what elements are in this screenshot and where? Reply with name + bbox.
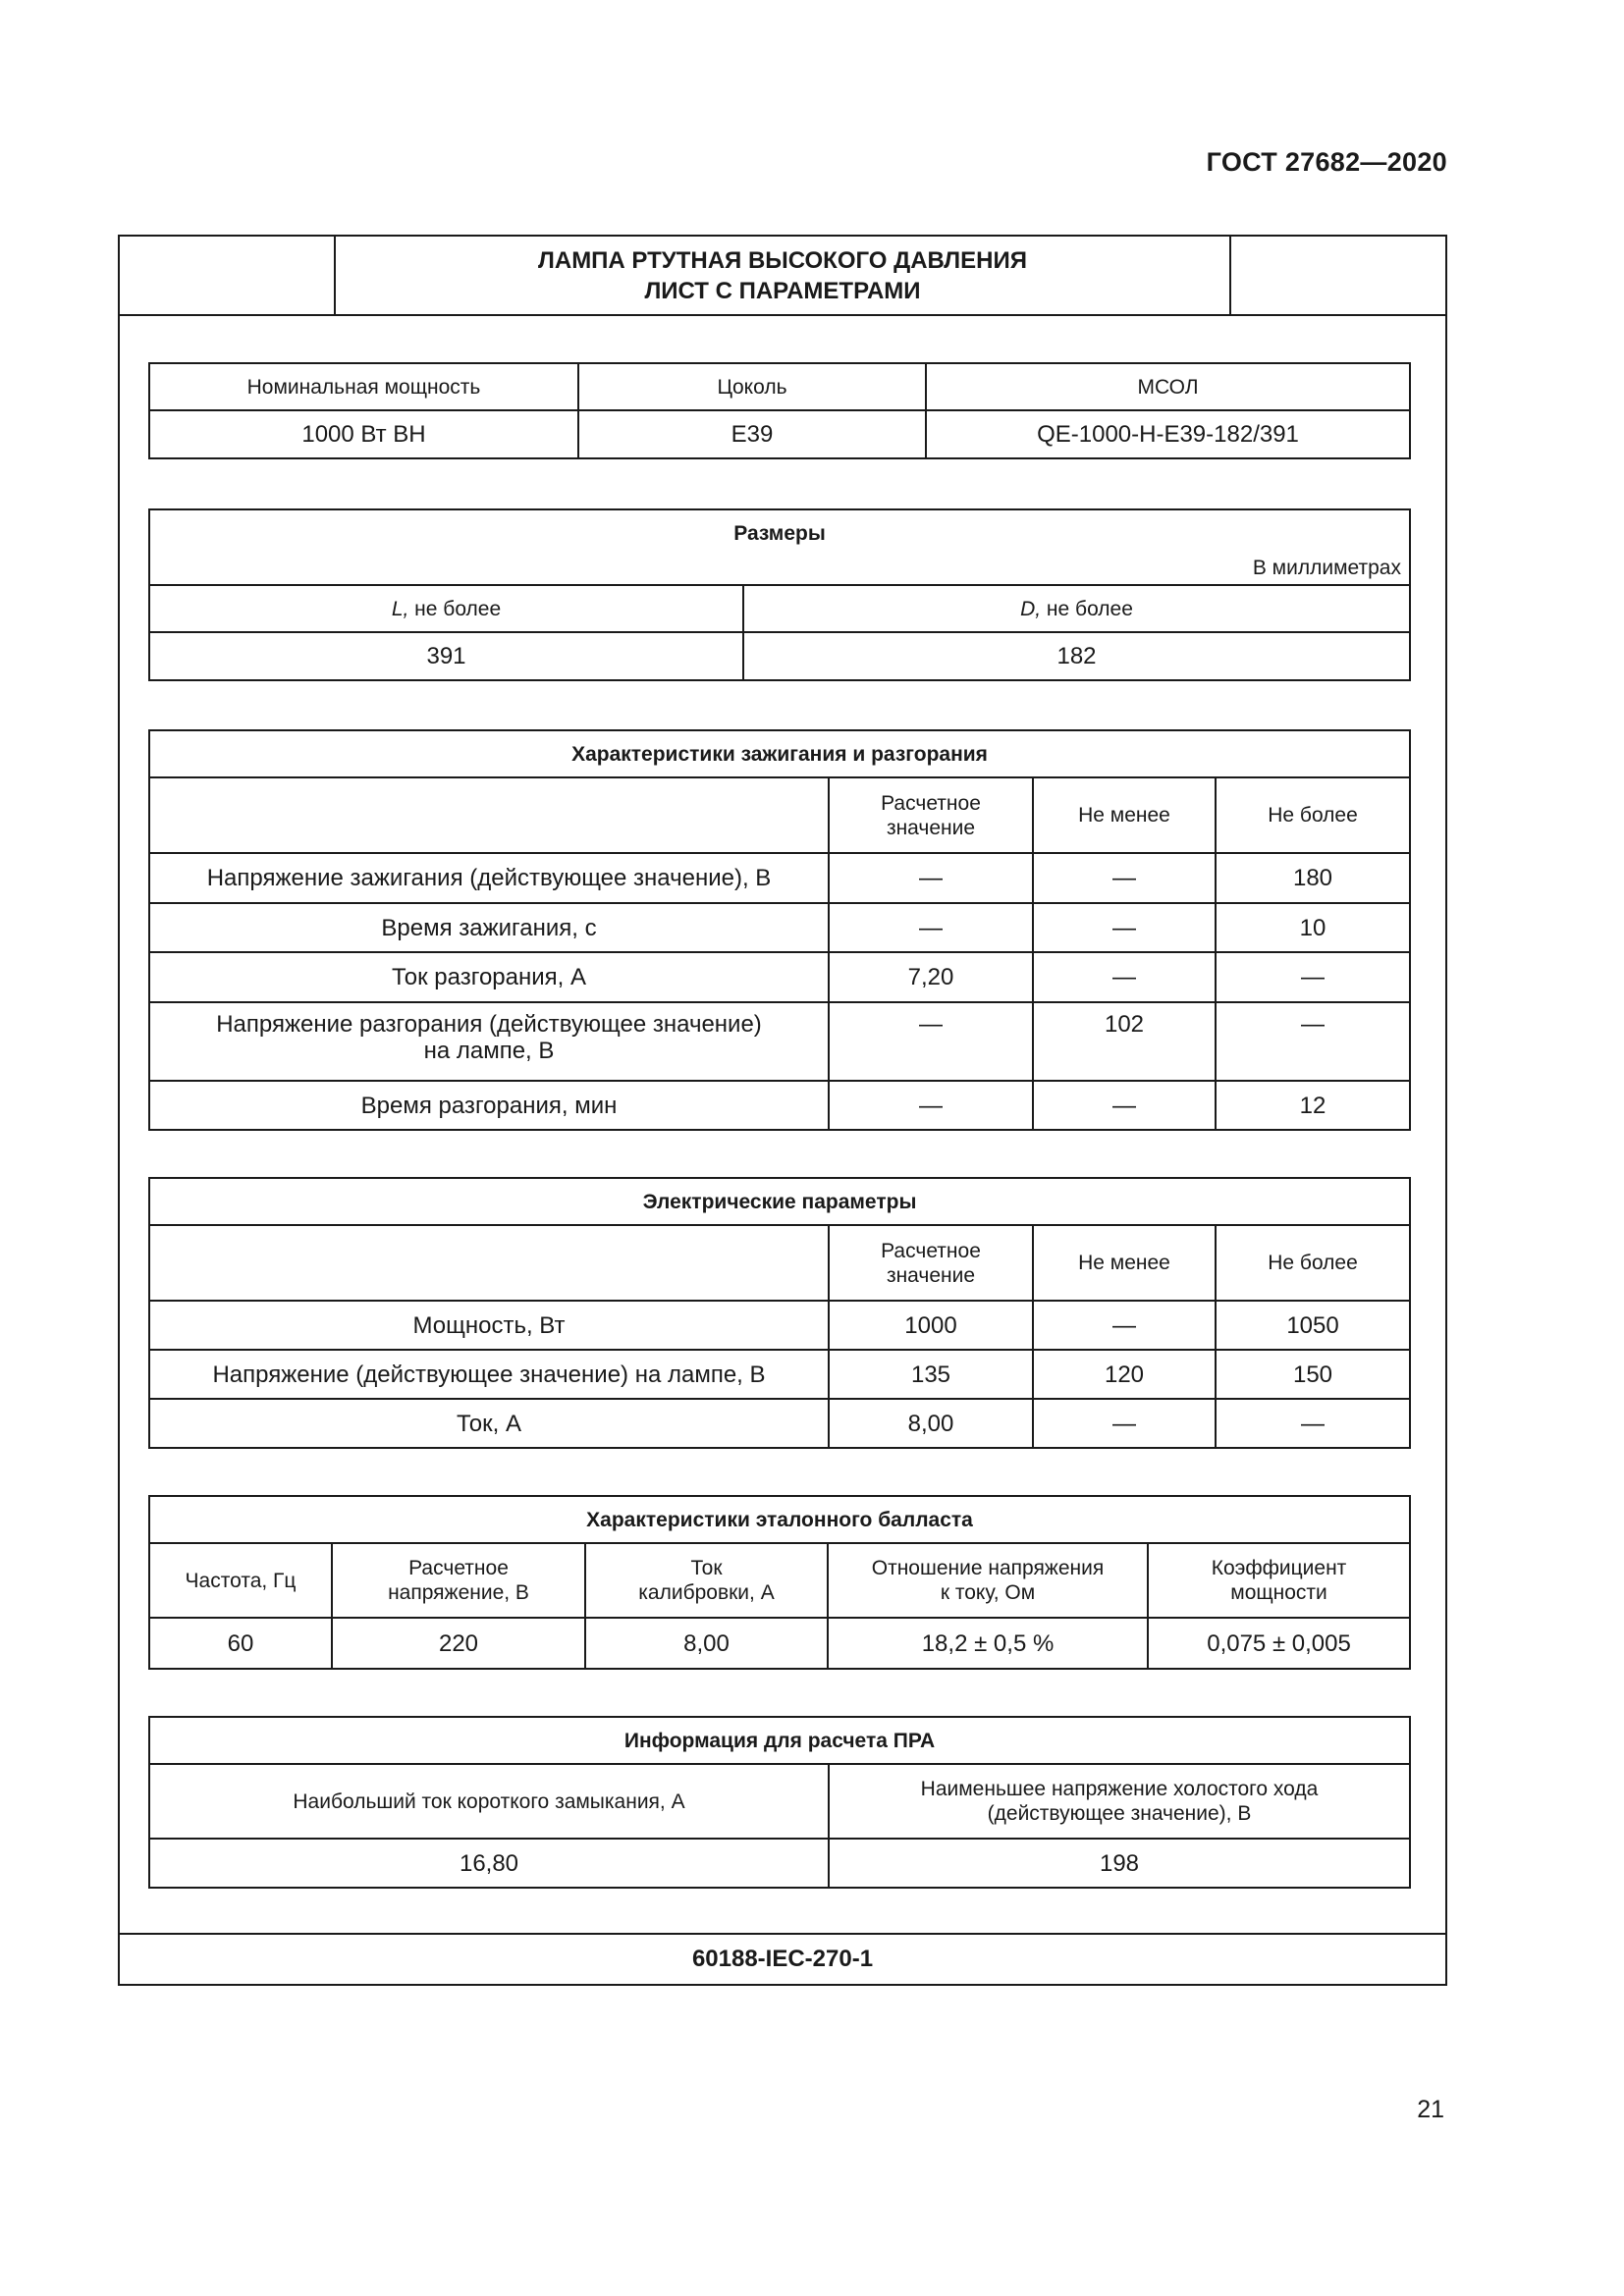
- header-open-circuit-voltage: [829, 1764, 1410, 1839]
- cell-rated: —: [829, 1081, 1033, 1130]
- table-row: [149, 410, 1410, 458]
- cell-min: 120: [1033, 1350, 1216, 1399]
- cell-max: 150: [1216, 1350, 1410, 1399]
- header-rated: Расчетное значение: [829, 777, 1033, 853]
- ballast-calc-table: [148, 1716, 1411, 1889]
- header-calibration-current: [585, 1543, 828, 1618]
- sheet-title-line2: ЛИСТ С ПАРАМЕТРАМИ: [644, 277, 921, 304]
- cell-max: —: [1216, 1002, 1410, 1081]
- cell-rated: 8,00: [829, 1399, 1033, 1448]
- document-code: ГОСТ 27682—2020: [1206, 147, 1447, 177]
- diameter-symbol: D,: [1020, 597, 1042, 620]
- electrical-caption: Электрические параметры: [149, 1178, 1410, 1225]
- length-symbol: L,: [391, 597, 409, 620]
- table-row: [149, 1399, 1410, 1448]
- row-label: Ток, А: [149, 1399, 829, 1448]
- page-number: 21: [1417, 2096, 1444, 2123]
- cell-max: 12: [1216, 1081, 1410, 1130]
- cell-max: —: [1216, 1399, 1410, 1448]
- cell-rated: —: [829, 1002, 1033, 1081]
- table-row: [149, 509, 1410, 585]
- table-row: [149, 1350, 1410, 1399]
- header-max: Не более: [1216, 1225, 1410, 1301]
- header-line2: мощности: [1230, 1581, 1327, 1604]
- header-diameter: [743, 585, 1410, 632]
- row-label: Время зажигания, с: [149, 903, 829, 952]
- cell-max: 10: [1216, 903, 1410, 952]
- value-nominal-power: 1000 Вт ВН: [149, 410, 578, 458]
- table-row: [149, 585, 1410, 632]
- header-line2: калибровки, А: [638, 1581, 775, 1604]
- value-rated-voltage: 220: [332, 1618, 585, 1669]
- header-min: Не менее: [1033, 777, 1216, 853]
- table-row: [149, 1543, 1410, 1618]
- table-row: [149, 1618, 1410, 1669]
- cell-max: 1050: [1216, 1301, 1410, 1350]
- dimensions-table: [148, 508, 1411, 681]
- header-right-cell: [1229, 237, 1445, 314]
- header-max: Не более: [1216, 777, 1410, 853]
- table-row: [149, 363, 1410, 410]
- identification-table: [148, 362, 1411, 459]
- value-base: E39: [578, 410, 926, 458]
- table-row: [149, 1496, 1410, 1543]
- cell-min: —: [1033, 1399, 1216, 1448]
- electrical-table: [148, 1177, 1411, 1449]
- cell-max: 180: [1216, 853, 1410, 903]
- value-diameter: 182: [743, 632, 1410, 680]
- header-short-circuit-current: Наибольший ток короткого замыкания, А: [149, 1764, 829, 1839]
- cell-rated: 1000: [829, 1301, 1033, 1350]
- row-label-line2: на лампе, В: [423, 1038, 555, 1064]
- cell-rated: 135: [829, 1350, 1033, 1399]
- value-open-circuit-voltage: 198: [829, 1839, 1410, 1888]
- ignition-table: [148, 729, 1411, 1131]
- value-calibration-current: 8,00: [585, 1618, 828, 1669]
- dimensions-units: В миллиметрах: [1252, 557, 1401, 579]
- header-rated-voltage: [332, 1543, 585, 1618]
- blank-header-cell: [149, 777, 829, 853]
- diameter-suffix: не более: [1041, 597, 1133, 620]
- header-line1: Наименьшее напряжение холостого хода: [920, 1778, 1319, 1800]
- sheet-title: [336, 237, 1229, 314]
- header-msol: МСОЛ: [926, 363, 1410, 410]
- value-power-factor: 0,075 ± 0,005: [1148, 1618, 1410, 1669]
- cell-max: —: [1216, 952, 1410, 1002]
- table-row: [149, 1178, 1410, 1225]
- table-row: [149, 730, 1410, 777]
- cell-min: —: [1033, 1301, 1216, 1350]
- row-label: Напряжение (действующее значение) на лампе, В: [149, 1350, 829, 1399]
- row-label-line1: Напряжение разгорания (действующее значение): [216, 1011, 762, 1038]
- table-row: [149, 853, 1410, 903]
- header-line1: Расчетное: [408, 1557, 509, 1579]
- table-row: [149, 952, 1410, 1002]
- ignition-caption: Характеристики зажигания и разгорания: [149, 730, 1410, 777]
- cell-min: —: [1033, 1081, 1216, 1130]
- blank-header-cell: [149, 1225, 829, 1301]
- cell-min: —: [1033, 903, 1216, 952]
- table-row: [149, 777, 1410, 853]
- dimensions-caption-cell: [149, 509, 1410, 585]
- sheet-footer-code: 60188-IEC-270-1: [120, 1933, 1445, 1984]
- table-row: [149, 1717, 1410, 1764]
- header-line1: Отношение напряжения: [871, 1557, 1105, 1579]
- header-min: Не менее: [1033, 1225, 1216, 1301]
- table-row: [149, 632, 1410, 680]
- header-voltage-current-ratio: [828, 1543, 1148, 1618]
- header-line2: к току, Ом: [940, 1581, 1036, 1604]
- ballast-table: [148, 1495, 1411, 1670]
- value-frequency: 60: [149, 1618, 332, 1669]
- cell-rated: —: [829, 903, 1033, 952]
- sheet-header: [120, 237, 1445, 316]
- value-length: 391: [149, 632, 743, 680]
- header-base: Цоколь: [578, 363, 926, 410]
- ballast-caption: Характеристики эталонного балласта: [149, 1496, 1410, 1543]
- row-label: Ток разгорания, А: [149, 952, 829, 1002]
- table-row: [149, 903, 1410, 952]
- cell-min: 102: [1033, 1002, 1216, 1081]
- table-row: [149, 1225, 1410, 1301]
- header-rated: Расчетное значение: [829, 1225, 1033, 1301]
- cell-rated: 7,20: [829, 952, 1033, 1002]
- row-label: Время разгорания, мин: [149, 1081, 829, 1130]
- value-short-circuit-current: 16,80: [149, 1839, 829, 1888]
- table-row: [149, 1301, 1410, 1350]
- cell-rated: —: [829, 853, 1033, 903]
- table-row: [149, 1764, 1410, 1839]
- sheet-title-line1: ЛАМПА РТУТНАЯ ВЫСОКОГО ДАВЛЕНИЯ: [538, 246, 1027, 274]
- header-length: [149, 585, 743, 632]
- header-nominal-power: Номинальная мощность: [149, 363, 578, 410]
- header-line1: Частота, Гц: [185, 1569, 297, 1592]
- dimensions-caption: Размеры: [733, 522, 826, 545]
- header-left-cell: [120, 237, 336, 314]
- header-line2: (действующее значение), В: [987, 1802, 1252, 1825]
- header-line2: напряжение, В: [388, 1581, 529, 1604]
- header-line1: Коэффициент: [1211, 1557, 1347, 1579]
- row-label: Напряжение зажигания (действующее значение), В: [149, 853, 829, 903]
- header-power-factor: [1148, 1543, 1410, 1618]
- cell-min: —: [1033, 853, 1216, 903]
- table-row: [149, 1081, 1410, 1130]
- value-voltage-current-ratio: 18,2 ± 0,5 %: [828, 1618, 1148, 1669]
- length-suffix: не более: [408, 597, 502, 620]
- header-frequency: [149, 1543, 332, 1618]
- row-label: Мощность, Вт: [149, 1301, 829, 1350]
- table-row: [149, 1002, 1410, 1081]
- ballast-calc-caption: Информация для расчета ПРА: [149, 1717, 1410, 1764]
- header-line1: Ток: [690, 1557, 723, 1579]
- row-label: [149, 1002, 829, 1081]
- table-row: [149, 1839, 1410, 1888]
- cell-min: —: [1033, 952, 1216, 1002]
- value-msol: QE-1000-H-E39-182/391: [926, 410, 1410, 458]
